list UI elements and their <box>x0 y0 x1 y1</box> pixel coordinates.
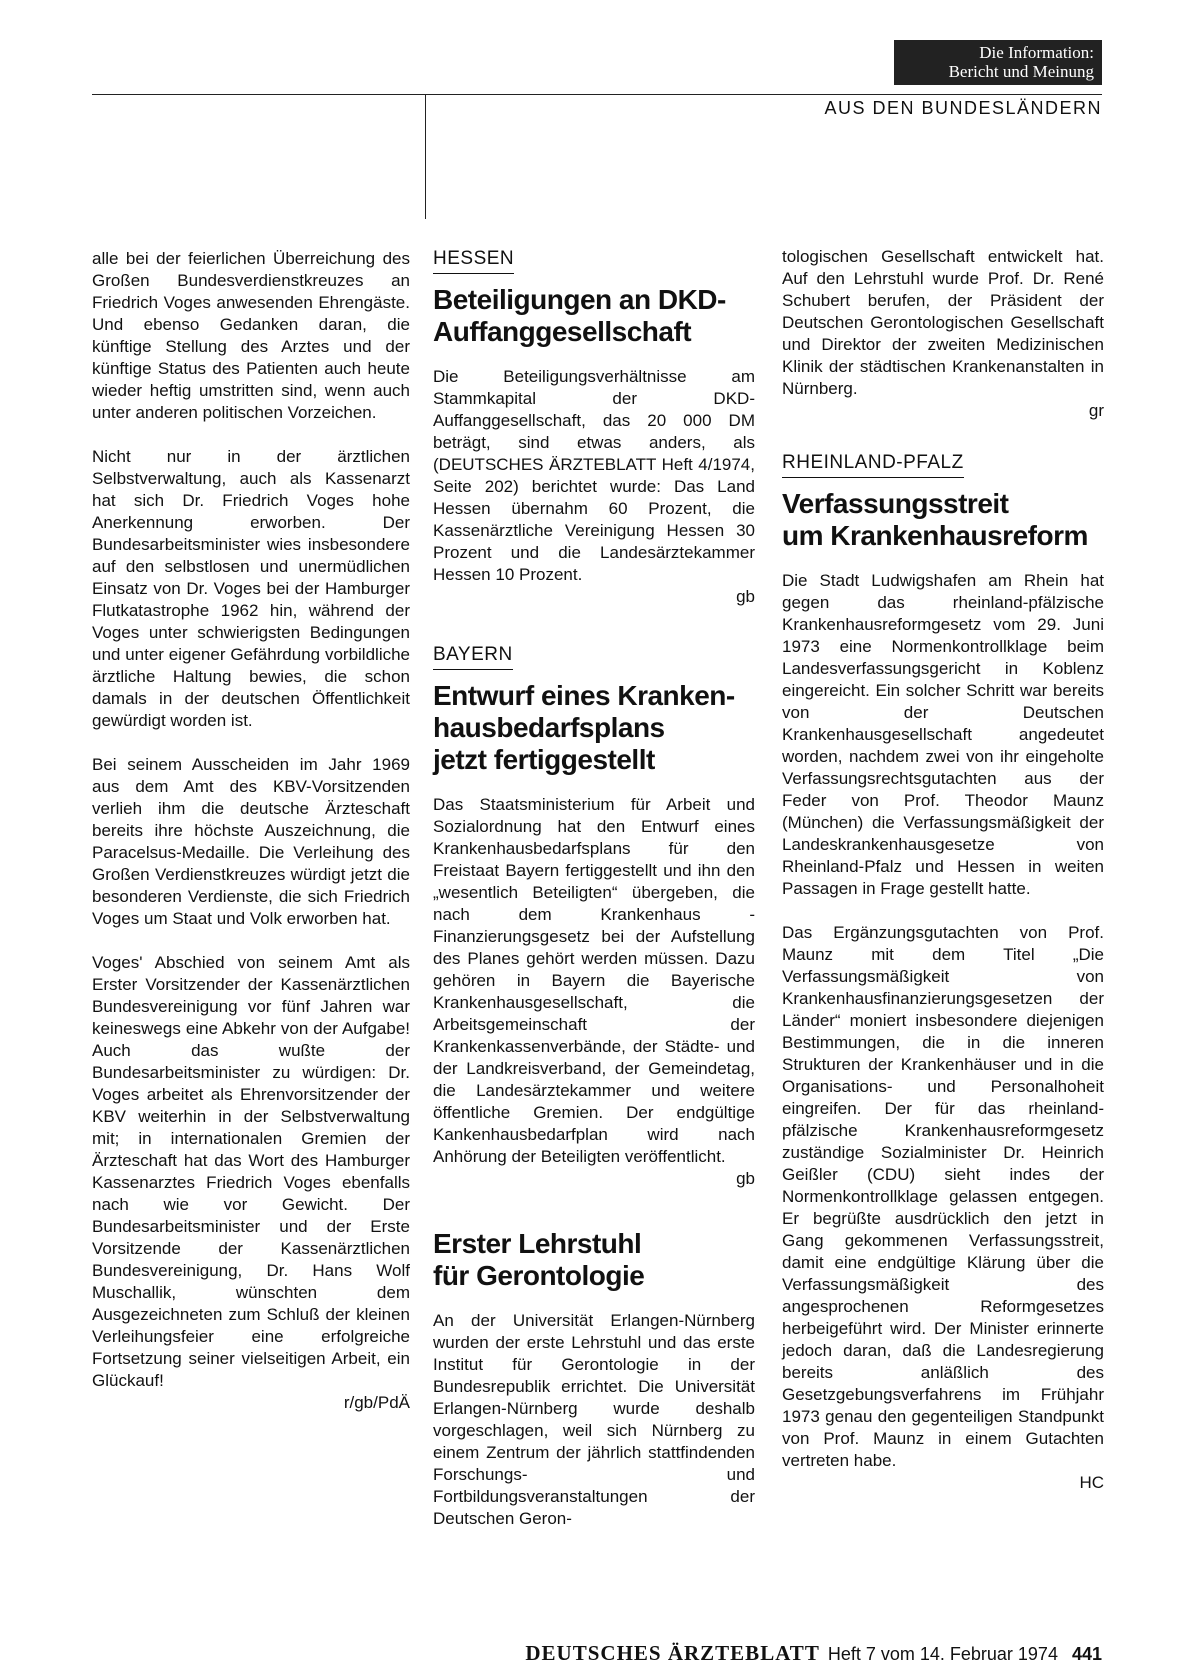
page-number: 441 <box>1071 1644 1102 1664</box>
header-vertical-rule <box>425 94 426 219</box>
section-badge <box>894 40 1102 85</box>
issue-info: Heft 7 vom 14. Februar 1974 <box>827 1644 1058 1664</box>
page-footer <box>92 1641 1102 1665</box>
column-1 <box>92 248 410 1414</box>
article-headline: Entwurf eines Kranken- hausbedarfsplans jetzt fertiggestellt <box>433 680 735 775</box>
paragraph: Voges' Abschied von seinem Amt als Erster Vorsitzender der Kassenärztlichen Bundesvereinigung vor fünf Jahren war keineswegs eine Abkehr von der Aufgabe! Auch das wußte der Bundesarbeitsminister zu würdigen: Dr. Voges arbeitet als Ehrenvorsitzender der KBV weiterhin in der Selbstverwaltung mit; in internationalen Gremien der Ärzteschaft hat das Wort des Hamburger Kassenarztes Friedrich Voges ebenfalls nach wie vor Gewicht. Der Bundesarbeitsminister und der Erste Vorsitzende der Kassenärztlichen Bundesvereinigung, Dr. Hans Wolf Muschallik, wünschten dem Ausgezeichneten zum Schluß der kleinen Verleihungsfeier eine erfolgreiche Fortsetzung seiner vielseitigen Arbeit, ein Glückauf! <box>92 953 410 1390</box>
badge-line-1: Die Information: <box>979 43 1094 62</box>
article-body: Die Stadt Ludwigshafen am Rhein hat gegen das rheinland-pfälzische Krankenhausreformgesetz vom 29. Juni 1973 eine Normenkontrollklage beim Landesverfassungsgericht in Koblenz eingereicht. Ein solcher Schritt war bereits von der Deutschen Krankenhausgesellschaft angedeutet worden, nachdem zwei von ihr eingeholte Verfassungsrechtsgutachten aus der Feder von Prof. Theodor Maunz (München) die Verfassungsmäßigkeit der Landeskrankenhausgesetze von Rheinland-Pfalz und Hessen in weiten Passagen in Frage gestellt hatte. <box>782 571 1104 898</box>
top-rule <box>92 94 1102 95</box>
author-signature: r/gb/PdÄ <box>343 1393 410 1412</box>
article-body: Das Staatsministerium für Arbeit und Sozialordnung hat den Entwurf eines Krankenhausbedarfsplans für den Freistaat Bayern fertiggestellt und ihn den „wesentlich Beteiligten“ übergeben, die nach dem Krankenhaus - Finanzierungsgesetz bei der Aufstellung des Planes gehört werden müssen. Dazu gehören in Bayern die Bayerische Krankenhausgesellschaft, die Arbeitsgemeinschaft der Krankenkassenverbände, der Städte- und der Landkreisverband, der Gemeindetag, die Landesärztekammer und weitere öffentliche Gremien. Der endgültige Kankenhausbedarfplan wird nach Anhörung der Beteiligten veröffentlicht. <box>433 795 755 1166</box>
region-label-rheinland-pfalz: RHEINLAND-PFALZ <box>782 452 964 478</box>
author-signature: gr <box>1088 401 1104 420</box>
author-signature: gb <box>736 1169 755 1188</box>
region-label-bayern: BAYERN <box>433 644 513 670</box>
paragraph: Nicht nur in der ärztlichen Selbstverwaltung, auch als Kassenarzt hat sich Dr. Friedrich Voges hohe Anerkennung erworben. Der Bundesarbeitsminister wies insbesondere auf den selbstlosen und unermüdlichen Einsatz von Dr. Voges bei der Hamburger Flutkatastrophe 1962 hin, während der Voges unter schwierigsten Bedingungen und unter eigener Gefährdung vorbildliche ärztliche Haltung bewies, die schon damals in der deutschen Öffentlichkeit gewürdigt worden ist. <box>92 447 410 730</box>
paragraph: alle bei der feierlichen Überreichung des Großen Bundesverdienstkreuzes an Friedrich Voges anwesenden Ehrengäste. Und ebenso Gedanken daran, die künftige Stellung des Arztes und der künftige Status des Patienten auch heute wieder heftig umstritten sind, wenn auch unter anderen politischen Vorzeichen. <box>92 249 410 422</box>
article-body: Das Ergänzungsgutachten von Prof. Maunz mit dem Titel „Die Verfassungsmäßigkeit von Krankenhausfinanzierungsgesetzen der Länder“ moniert insbesondere diejenigen Bestimmungen, die in die inneren Strukturen der Krankenhäuser und in die Organisations- und Personalhoheit eingreifen. Der für das rheinland-pfälzische Krankenhausreformgesetz zuständige Sozialminister Dr. Heinrich Geißler (CDU) sieht indes der Normenkontrollklage gelassen entgegen. Er begrüßte ausdrücklich den jetzt in Gang gekommenen Verfassungsstreit, damit eine endgültige Klärung über die Verfassungsmäßigkeit des angesprochenen Reformgesetzes herbeigeführt wird. Der Minister erinnerte jedoch daran, daß die Landesregierung bereits anläßlich des Gesetzgebungsverfahrens im Frühjahr 1973 genau den gegenteiligen Standpunkt von Prof. Maunz in einem Gutachten vertreten habe. <box>782 923 1104 1470</box>
article-body: An der Universität Erlangen-Nürnberg wurden der erste Lehrstuhl und das erste Institut für Gerontologie in der Bundesrepublik errichtet. Die Universität Erlangen-Nürnberg wurde deshalb vorgeschlagen, weil sich Nürnberg zu einem Zentrum der jährlich stattfindenden Forschungs- und Fortbildungsveranstaltungen der Deutschen Geron- <box>433 1311 755 1528</box>
article-body: Die Beteiligungsverhältnisse am Stammkapital der DKD-Auffanggesellschaft, das 20 000 DM beträgt, sind etwas anders, als (DEUTSCHES ÄRZTEBLATT Heft 4/1974, Seite 202) berichtet wurde: Das Land Hessen übernahm 60 Prozent, die Kassenärztliche Vereinigung Hessen 30 Prozent und die Landesärztekammer Hessen 10 Prozent. <box>433 367 755 584</box>
region-label-hessen: HESSEN <box>433 248 514 274</box>
author-signature: gb <box>736 587 755 606</box>
article-headline: Erster Lehrstuhl für Gerontologie <box>433 1228 645 1291</box>
article-headline: Verfassungsstreit um Krankenhausreform <box>782 488 1088 551</box>
section-name: AUS DEN BUNDESLÄNDERN <box>824 98 1102 118</box>
badge-line-2: Bericht und Meinung <box>948 62 1094 81</box>
paragraph: Bei seinem Ausscheiden im Jahr 1969 aus dem Amt des KBV-Vorsitzenden verlieh ihm die deutsche Ärzteschaft bereits ihre höchste Auszeichnung, die Paracelsus-Medaille. Die Verleihung des Großen Verdienstkreuzes würdigt jetzt die besonderen Verdienste, die sich Friedrich Voges um Staat und Volk erworben hat. <box>92 755 410 928</box>
journal-name: DEUTSCHES ÄRZTEBLATT <box>525 1641 820 1665</box>
article-body: tologischen Gesellschaft entwickelt hat. Auf den Lehrstuhl wurde Prof. Dr. René Schubert berufen, der Präsident der Deutschen Gerontologischen Gesellschaft und Direktor der zweiten Medizinischen Klinik der städtischen Krankenanstalten in Nürnberg. <box>782 247 1104 398</box>
column-2 <box>433 248 755 1552</box>
column-3 <box>782 248 1104 1494</box>
article-headline: Beteiligungen an DKD- Auffanggesellschaft <box>433 284 726 347</box>
author-signature: HC <box>1079 1473 1104 1492</box>
